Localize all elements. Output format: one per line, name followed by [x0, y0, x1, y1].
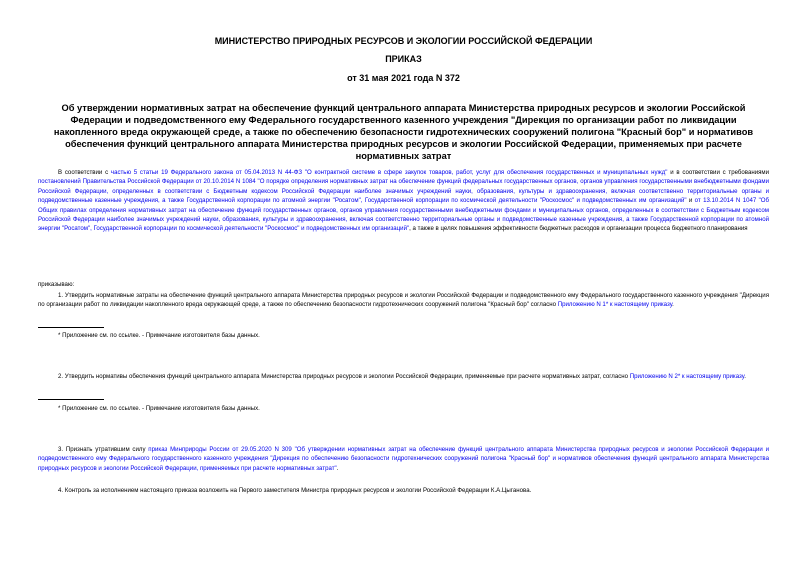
- appendix-2-link[interactable]: Приложению N 2* к настоящему приказу: [629, 373, 745, 380]
- item-2: [38, 372, 769, 381]
- preamble-text: В соответствии с: [58, 169, 111, 176]
- law-44fz-link[interactable]: частью 5 статьи 19 Федерального закона от 05.04.2013 N 44-ФЗ "О контрактной системе в сфере закупок товаров, работ, услуг для обеспечения государственных и муниципальных нужд": [110, 169, 668, 176]
- footnote-divider: [38, 327, 104, 328]
- item-2-end: .: [744, 373, 746, 380]
- item-4-text: 4. Контроль за исполнением настоящего приказа возложить на Первого заместителя Министра природных ресурсов и экологии Российской Федерации К.А.Цыганова.: [58, 487, 532, 494]
- preamble-text: и в соответствии с требованиями: [667, 169, 770, 176]
- preamble-text: , а также в целях повышения эффективности бюджетных расходов и организации процесса бюджетного планирования: [409, 225, 748, 233]
- appendix-1-link[interactable]: Приложению N 1* к настоящему приказу: [557, 301, 673, 309]
- preamble-text: и: [686, 197, 695, 205]
- item-3-end: .: [336, 464, 339, 472]
- footnote-divider: [38, 399, 104, 400]
- item-4: [38, 486, 769, 495]
- preamble: [38, 168, 769, 234]
- item-2-text: 2. Утвердить нормативы обеспечения функций центрального аппарата Министерства природных ресурсов и экологии Российской Федерации, применяемые при расчете нормативных затрат, согласно: [58, 373, 630, 380]
- item-3-text: 3. Признать утратившим силу: [58, 446, 149, 453]
- footnote-2: * Приложение см. по ссылке. - Примечание изготовителя базы данных.: [58, 405, 260, 412]
- item-1: [38, 291, 769, 310]
- item-1-text: 1. Утвердить нормативные затраты на обеспечение функций центрального аппарата Министерства природных ресурсов и экологии Российской Федерации и подведомственного ему Федерального государственного казенного учреждения "Дирекция по организации работ по ликвидации накопленного вреда окружающей среде, а также по обеспечению безопасности гидротехнических сооружений полигона "Красный бор" согласно: [38, 292, 769, 309]
- document-title: Об утверждении нормативных затрат на обеспечение функций центрального аппарата Министерства природных ресурсов и экологии Российской Федерации и подведомственного ему Федерального государственного казенного учреждения "Дирекция по организации работ по ликвидации накопленного вреда окружающей среде, а также по обеспечению безопасности гидротехнических сооружений полигона "Красный бор" и нормативов обеспечения функций центрального аппарата Министерства природных ресурсов и экологии Российской Федерации, применяемых при расчете нормативных затрат: [53, 103, 754, 161]
- document-type: ПРИКАЗ: [385, 54, 422, 64]
- order-word: приказываю:: [38, 281, 75, 288]
- resolution-1047-link[interactable]: от 13.10.2014 N 1047 "Об Общих правилах определения нормативных затрат на обеспечение функций государственных органов, органов управления государственными внебюджетными фондами и муниципальных органов, определенных в соответствии с Бюджетным кодексом Российской Федерации наиболее значимых учреждений науки, образования, культуры и здравоохранения, включая соответственно территориальные органы и подведомственные казенные учреждения, а также Государственной корпорации по атомной энергии "Росатом", Государственной корпорации по космической деятельности "Роскосмос" и подведомственных им организаций": [38, 197, 770, 233]
- document-date-number: от 31 мая 2021 года N 372: [347, 73, 460, 83]
- resolution-1084-link[interactable]: постановлений Правительства Российской Федерации от 20.10.2014 N 1084 "О порядке определения нормативных затрат на обеспечение функций федеральных государственных органов, органов управления государственными внебюджетными фондами Российской Федерации, определенных в соответствии с Бюджетным кодексом Российской Федерации наиболее значимых учреждений науки, образования, культуры и здравоохранения, включая соответственно территориальные органы и подведомственные казенные учреждения, а также Государственной корпорации по атомной энергии "Росатом", Государственной корпорации по космической деятельности "Роскосмос" и подведомственных им организаций": [38, 178, 769, 205]
- item-3: [38, 445, 769, 473]
- footnote-1: * Приложение см. по ссылке. - Примечание изготовителя базы данных.: [58, 332, 260, 339]
- ministry-heading: МИНИСТЕРСТВО ПРИРОДНЫХ РЕСУРСОВ И ЭКОЛОГИИ РОССИЙСКОЙ ФЕДЕРАЦИИ: [214, 36, 593, 46]
- item-1-end: .: [672, 301, 674, 309]
- order-309-link[interactable]: приказ Минприроды России от 29.05.2020 N 309 "Об утверждении нормативных затрат на обеспечение функций центрального аппарата Министерства природных ресурсов и экологии Российской Федерации и подведомственного ему Федерального государственного казенного учреждения "Дирекция по обеспечению безопасности гидротехнических сооружений полигона "Красный бор" и нормативов обеспечения функций центрального аппарата Министерства природных ресурсов и экологии Российской Федерации, применяемых при расчете нормативных затрат": [38, 446, 769, 472]
